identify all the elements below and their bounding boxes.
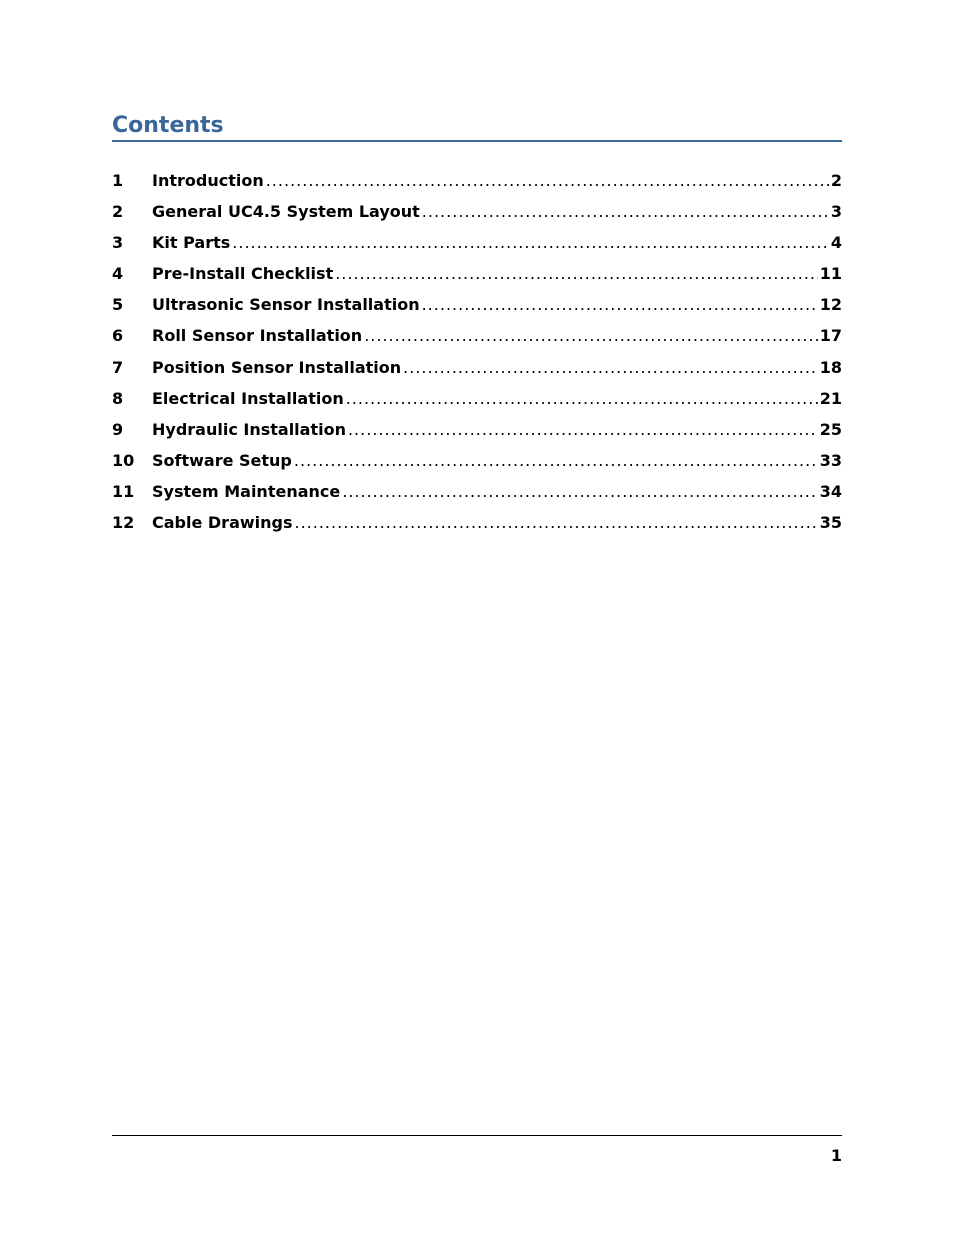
toc-entry-number: 1 bbox=[112, 171, 124, 190]
toc-entry-title: Hydraulic Installation bbox=[152, 419, 346, 439]
toc-entry-page: 12 bbox=[819, 295, 842, 315]
toc-entry-title: Cable Drawings bbox=[152, 513, 293, 533]
toc-entry-title: Introduction bbox=[152, 171, 264, 190]
toc-entry-page: 21 bbox=[819, 388, 842, 408]
toc-dot-leader bbox=[422, 198, 829, 226]
toc-entry[interactable] bbox=[112, 478, 842, 509]
toc-dot-leader bbox=[294, 447, 818, 475]
toc-entry-number: 6 bbox=[112, 326, 124, 346]
toc-entry-number: 11 bbox=[112, 481, 135, 501]
toc-entry-number: 8 bbox=[112, 388, 124, 408]
toc-entry-title: Electrical Installation bbox=[152, 388, 344, 408]
toc-dot-leader bbox=[232, 229, 829, 257]
toc-entry-number: 3 bbox=[112, 233, 124, 253]
toc-entry-page: 33 bbox=[819, 450, 842, 470]
toc-entry-page: 18 bbox=[819, 357, 842, 377]
toc-entry-number: 12 bbox=[112, 513, 135, 533]
toc-entry-title: System Maintenance bbox=[152, 481, 341, 501]
toc-entry-page: 2 bbox=[830, 171, 842, 190]
contents-title: Contents bbox=[112, 113, 224, 138]
toc-entry-title: General UC4.5 System Layout bbox=[152, 202, 420, 222]
toc-entry[interactable] bbox=[112, 385, 842, 416]
toc-entry[interactable] bbox=[112, 229, 842, 260]
footer-page-number: 1 bbox=[830, 1146, 842, 1165]
toc-dot-leader bbox=[342, 478, 818, 506]
toc-dot-leader bbox=[364, 322, 818, 350]
toc-dot-leader bbox=[422, 291, 818, 319]
toc-entry[interactable] bbox=[112, 198, 842, 229]
toc-entry-page: 4 bbox=[830, 233, 842, 253]
toc-dot-leader bbox=[295, 509, 818, 537]
toc-entry[interactable] bbox=[112, 416, 842, 447]
toc-entry[interactable] bbox=[112, 291, 842, 322]
toc-entry-number: 5 bbox=[112, 295, 124, 315]
toc-dot-leader bbox=[266, 167, 829, 195]
contents-heading bbox=[112, 112, 842, 142]
toc-entry-page: 11 bbox=[819, 264, 842, 284]
toc-entry[interactable] bbox=[112, 260, 842, 291]
toc-entry[interactable] bbox=[112, 447, 842, 478]
toc-entry-title: Roll Sensor Installation bbox=[152, 326, 363, 346]
toc-entry-number: 10 bbox=[112, 450, 135, 470]
toc-entry-title: Kit Parts bbox=[152, 233, 231, 253]
toc-entry-number: 7 bbox=[112, 357, 124, 377]
toc-entry-title: Ultrasonic Sensor Installation bbox=[152, 295, 420, 315]
toc-dot-leader bbox=[403, 354, 818, 382]
toc-dot-leader bbox=[335, 260, 818, 288]
toc-entry-page: 25 bbox=[819, 419, 842, 439]
toc-list bbox=[112, 167, 842, 540]
toc-entry-number: 4 bbox=[112, 264, 124, 284]
toc-entry[interactable] bbox=[112, 354, 842, 385]
toc-entry-number: 2 bbox=[112, 202, 124, 222]
footer-divider bbox=[112, 1135, 842, 1136]
toc-dot-leader bbox=[348, 416, 818, 444]
toc-entry-title: Position Sensor Installation bbox=[152, 357, 402, 377]
toc-entry-page: 35 bbox=[819, 513, 842, 533]
toc-entry-title: Software Setup bbox=[152, 450, 292, 470]
toc-entry[interactable] bbox=[112, 509, 842, 540]
toc-entry-title: Pre-Install Checklist bbox=[152, 264, 334, 284]
toc-entry-page: 17 bbox=[819, 326, 842, 346]
toc-entry-number: 9 bbox=[112, 419, 124, 439]
toc-entry-page: 34 bbox=[819, 481, 842, 501]
toc-entry[interactable] bbox=[112, 322, 842, 353]
toc-entry-page: 3 bbox=[830, 202, 842, 222]
toc-entry[interactable] bbox=[112, 167, 842, 198]
toc-dot-leader bbox=[346, 385, 818, 413]
